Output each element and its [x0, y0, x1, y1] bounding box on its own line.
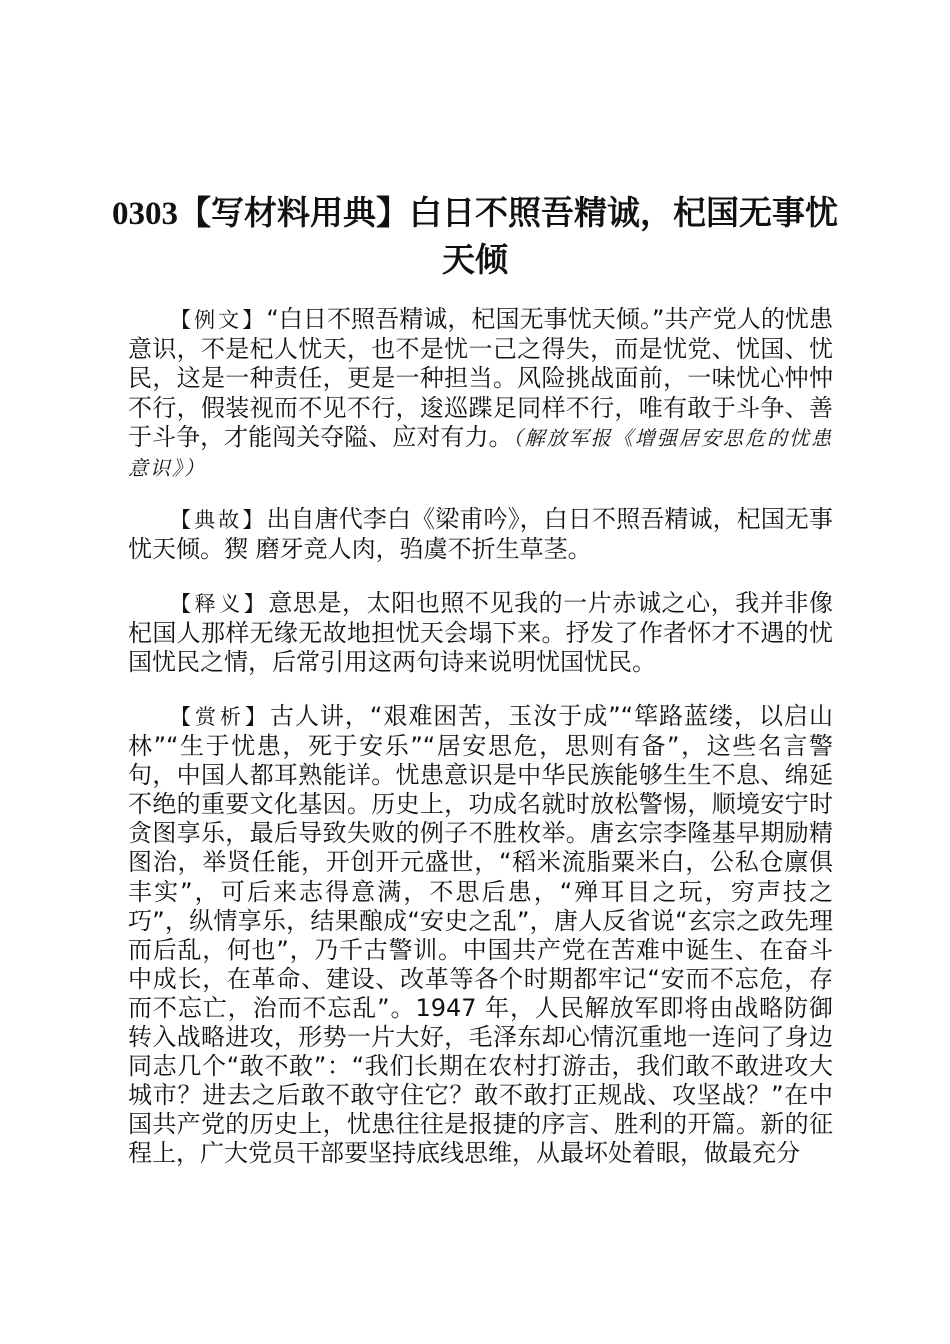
meaning-paragraph — [128, 589, 833, 678]
example-body: “白日不照吾精诚，杞国无事忧天倾。”共产党人的忧患意识，不是杞人忧天，也不是忧一己之得失，而是忧党、忧国、忧民，这是一种责任，更是一种担当。风险挑战面前，一味忧心忡忡不行，假装视而不见不行，逡巡蹀足同样不行，唯有敢于斗争、善于斗争，才能闯关夺隘、应对有力。 — [128, 305, 833, 451]
example-paragraph — [128, 305, 833, 483]
origin-body: 出自唐代李白《梁甫吟》，白日不照吾精诚，杞国无事忧天倾。猰 磨牙竞人肉，驺虞不折生草茎。 — [128, 505, 834, 564]
origin-paragraph — [128, 505, 833, 564]
meaning-body: 意思是，太阳也照不见我的一片赤诚之心，我并非像杞国人那样无缘无故地担忧天会塌下来。抒发了作者怀才不遇的忧国忧民之情，后常引用这两句诗来说明忧国忧民。 — [128, 589, 834, 677]
analysis-body: 古人讲，“艰难困苦，玉汝于成”“筚路蓝缕，以启山林”“生于忧患，死于安乐”“居安思危，思则有备”，这些名言警句，中国人都耳熟能详。忧患意识是中华民族能够生生不息、绵延不绝的重要文化基因。历史上，功成名就时放松警惕，顺境安宁时贪图享乐，最后导致失败的例子不胜枚举。唐玄宗李隆基早期励精图治，举贤任能，开创开元盛世，“稻米流脂粟米白，公私仓廪俱丰实”，可后来志得意满，不思后患，“殚耳目之玩，穷声技之巧”，纵情享乐，结果酿成“安史之乱”，唐人反省说“玄宗之政先理而后乱，何也”，乃千古警训。中国共产党在苦难中诞生、在奋斗中成长，在革命、建设、改革等各个时期都牢记“安而不忘危，存而不忘亡，治而不忘乱”。1947 年，人民解放军即将由战略防御转入战略进攻，形势一片大好，毛泽东却心情沉重地一连问了身边同志几个“敢不敢”：“我们长期在农村打游击，我们敢不敢进攻大城市？进去之后敢不敢守住它？敢不敢打正规战、攻坚战？”在中国共产党的历史上，忧患往往是报捷的序言、胜利的开篇。新的征程上，广大党员干部要坚持底线思维，从最坏处着眼，做最充分 — [128, 702, 833, 1168]
meaning-tag: 【释义】 — [170, 592, 269, 616]
title-number: 0303 — [112, 196, 178, 233]
page-title — [110, 190, 840, 283]
origin-tag: 【典故】 — [170, 508, 267, 532]
example-source: （解放军报《增强居安思危的忧患意识》） — [128, 425, 834, 481]
title-text: 【写材料用典】白日不照吾精诚，杞国无事忧天倾 — [178, 193, 838, 280]
analysis-tag: 【赏析】 — [170, 705, 270, 729]
example-tag: 【例文】 — [170, 308, 267, 332]
analysis-paragraph — [128, 702, 833, 1169]
